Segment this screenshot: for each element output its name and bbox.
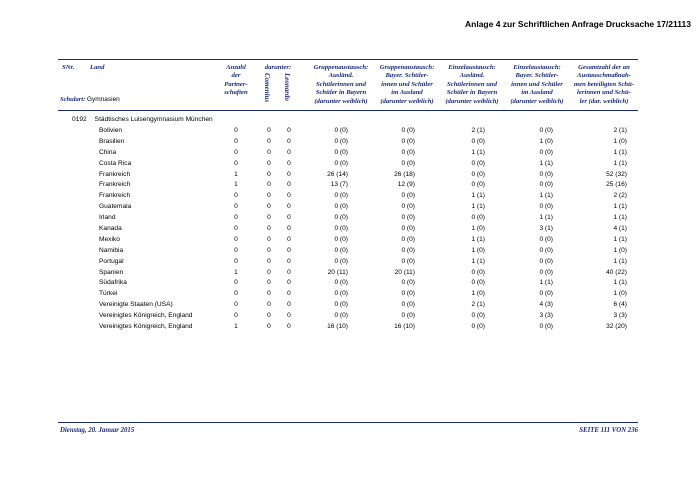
header-einzel-auslaend: Einzelaustausch: Ausländ. Schülerinnen und Schüler in Bayern (darunter weiblich) [445,64,499,105]
table-row: Südafrika 0 0 0 0 (0) 0 (0) 0 (0) 1 (1) 1 (1) [99,279,627,287]
header-gesamtzahl: Gesamtzahl der an Austauschmaßnah- men beteiligten Schü- lerinnen und Schü- ler (dar. weiblich) [573,64,635,105]
school-name: Städtisches Luisengymnasium München [94,116,213,123]
table-row: Spanien 1 0 0 20 (11) 20 (11) 0 (0) 0 (0) 40 (22) [99,268,627,276]
header-darunter: darunter: [264,64,292,71]
schulart-value: Gymnasien [86,96,120,103]
header-einzel-bayer: Einzelaustausch: Bayer. Schüler- innen und Schüler im Ausland (darunter weiblich) [510,64,564,105]
table-row: Costa Rica 0 0 0 0 (0) 0 (0) 0 (0) 1 (1) 1 (1) [99,159,627,167]
header-gruppen-bayer: Gruppenaustausch: Bayer. Schüler- innen und Schüler im Ausland (darunter weiblich) [379,64,435,105]
data-table [0,126,700,333]
table-row: Namibia 0 0 0 0 (0) 0 (0) 1 (0) 0 (0) 1 (0) [99,246,627,254]
header-gruppen-auslaend: Gruppenaustausch: Ausländ. Schülerinnen und Schüler in Bayern (darunter weiblich) [313,64,369,105]
table-row: Irland 0 0 0 0 (0) 0 (0) 0 (0) 1 (1) 1 (1) [99,214,627,222]
table-row: Portugal 0 0 0 0 (0) 0 (0) 1 (1) 0 (0) 1 (1) [99,257,627,265]
header-land: Land [90,64,105,71]
header-comenius: Comenius [263,73,271,103]
footer-date: Dienstag, 20. Januar 2015 [60,427,135,434]
table-row: Mexiko 0 0 0 0 (0) 0 (0) 1 (1) 0 (0) 1 (1) [99,235,627,243]
footer-page-number: SEITE 111 VON 236 [579,427,638,434]
table-row: Türkei 0 0 0 0 (0) 0 (0) 1 (0) 0 (0) 1 (0) [99,290,627,298]
table-row: Vereinigte Staaten (USA) 0 0 0 0 (0) 0 (0) 2 (1) 4 (3) 6 (4) [99,301,627,309]
table-row: Frankreich 1 0 0 26 (14) 26 (18) 0 (0) 0 (0) 52 (32) [99,170,627,178]
table-row: Brasilien 0 0 0 0 (0) 0 (0) 0 (0) 1 (0) 1 (0) [99,137,627,145]
annex-title: Anlage 4 zur Schriftlichen Anfrage Drucksache 17/21113 [465,19,691,29]
table-row: Guatemala 0 0 0 0 (0) 0 (0) 1 (1) 0 (0) 1 (1) [99,203,627,211]
header-anzahl: Anzahl der Partner- schaften [224,64,248,97]
school-heading [72,116,213,123]
table-row: Vereinigtes Königreich, England 0 0 0 0 (0) 0 (0) 0 (0) 3 (3) 3 (3) [99,312,627,320]
table-row: China 0 0 0 0 (0) 0 (0) 1 (1) 0 (0) 1 (1) [99,148,627,156]
table-row: Kanada 0 0 0 0 (0) 0 (0) 1 (0) 3 (1) 4 (1) [99,225,627,233]
table-row: Frankreich 0 0 0 0 (0) 0 (0) 1 (1) 1 (1) 2 (2) [99,192,627,200]
schulart-label: Schulart: Gymnasien [60,96,120,103]
header-top-rule [58,59,638,60]
table-row: Vereinigtes Königreich, England 1 0 0 16 (10) 16 (10) 0 (0) 0 (0) 32 (20) [99,323,627,331]
header-bottom-rule [58,110,638,111]
header-snr: SNr. [62,64,75,71]
school-number: 0192 [72,116,87,123]
header-leonardo: Leonardo [283,73,291,101]
table-row: Frankreich 1 0 0 13 (7) 12 (9) 0 (0) 0 (0) 25 (16) [99,181,627,189]
table-row: Bolivien 0 0 0 0 (0) 0 (0) 2 (1) 0 (0) 2 (1) [99,127,627,134]
footer-rule [58,422,638,423]
